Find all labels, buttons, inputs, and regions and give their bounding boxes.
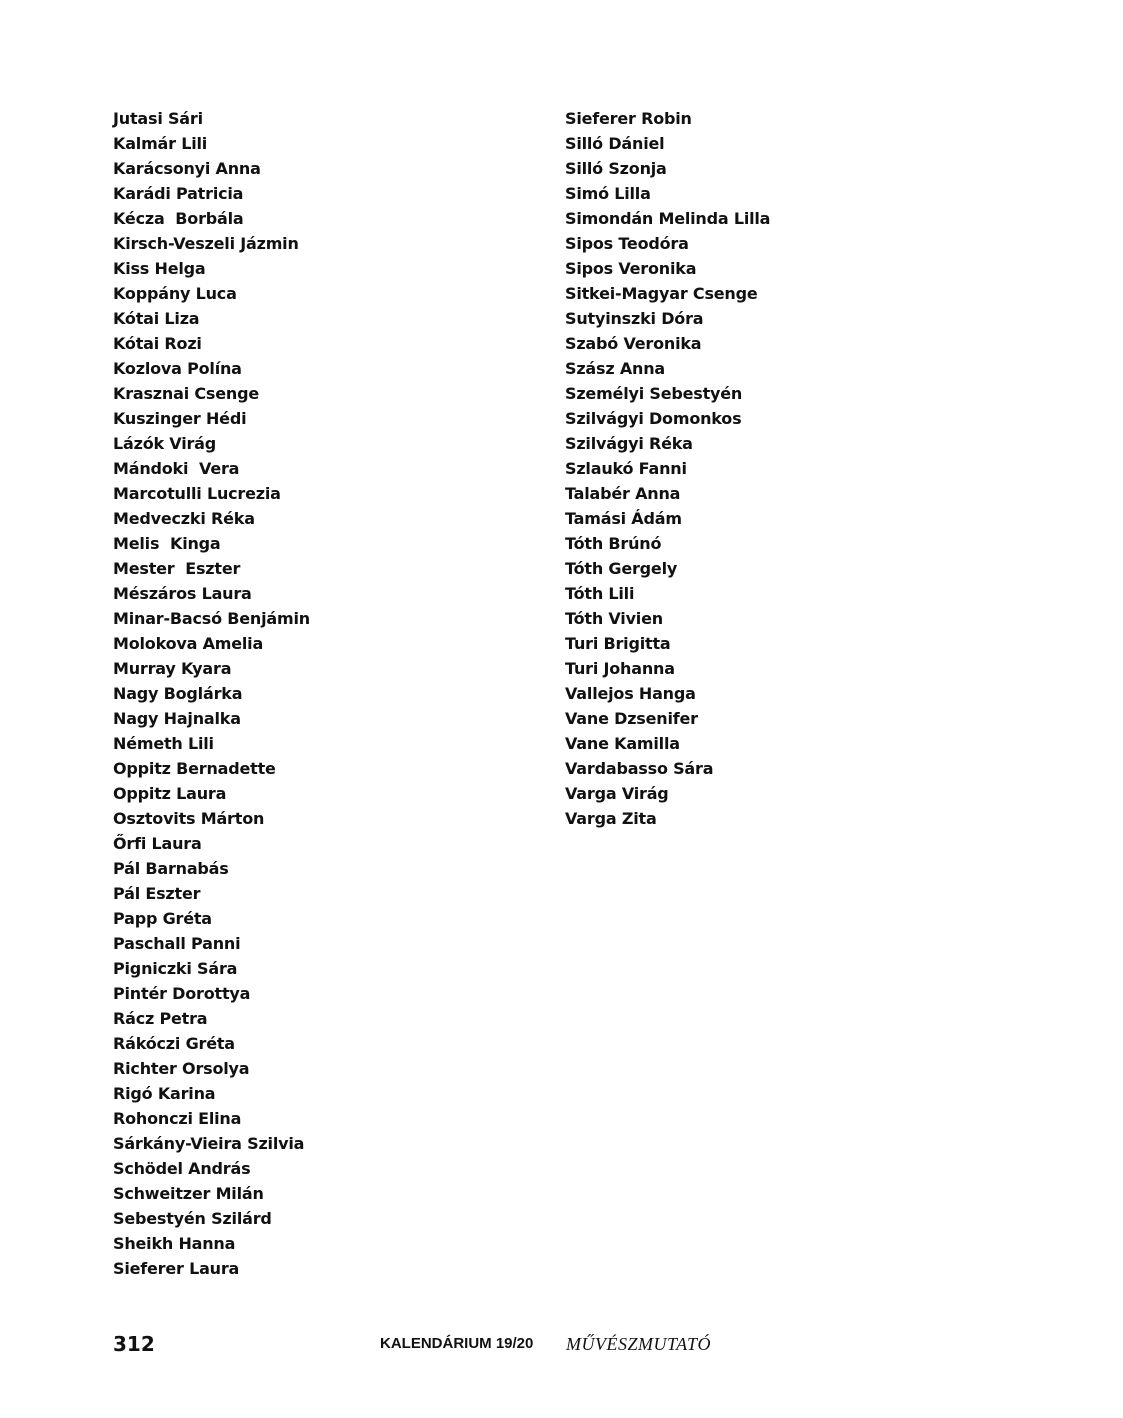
- name-entry: Varga Virág: [565, 784, 669, 803]
- name-entry: Sipos Teodóra: [565, 234, 689, 253]
- names-column-left: [113, 106, 310, 1281]
- publication-title: KALENDÁRIUM 19/20: [380, 1335, 534, 1352]
- page-number: 312: [113, 1332, 155, 1356]
- name-entry: Kótai Rozi: [113, 334, 202, 353]
- name-entry: Silló Szonja: [565, 159, 667, 178]
- name-entry: Kozlova Polína: [113, 359, 242, 378]
- name-entry: Rákóczi Gréta: [113, 1034, 235, 1053]
- name-entry: Szász Anna: [565, 359, 666, 378]
- name-entry: Schweitzer Milán: [113, 1184, 264, 1203]
- name-entry: Mester Eszter: [113, 559, 241, 578]
- name-entry: Richter Orsolya: [113, 1059, 250, 1078]
- name-entry: Oppitz Bernadette: [113, 759, 276, 778]
- name-entry: Vardabasso Sára: [565, 759, 714, 778]
- name-entry: Vane Kamilla: [565, 734, 680, 753]
- name-entry: Karádi Patricia: [113, 184, 244, 203]
- name-entry: Sitkei-Magyar Csenge: [565, 284, 758, 303]
- name-entry: Kalmár Lili: [113, 134, 208, 153]
- name-entry: Karácsonyi Anna: [113, 159, 261, 178]
- name-entry: Kótai Liza: [113, 309, 200, 328]
- name-entry: Turi Brigitta: [565, 634, 671, 653]
- name-entry: Szabó Veronika: [565, 334, 702, 353]
- name-entry: Szilvágyi Domonkos: [565, 409, 742, 428]
- name-entry: Varga Zita: [565, 809, 657, 828]
- name-entry: Osztovits Márton: [113, 809, 265, 828]
- name-entry: Nagy Hajnalka: [113, 709, 241, 728]
- name-entry: Schödel András: [113, 1159, 251, 1178]
- name-entry: Pál Eszter: [113, 884, 201, 903]
- name-entry: Jutasi Sári: [113, 109, 203, 128]
- name-entry: Személyi Sebestyén: [565, 384, 743, 403]
- name-entry: Kécza Borbála: [113, 209, 244, 228]
- name-entry: Pigniczki Sára: [113, 959, 238, 978]
- name-entry: Simondán Melinda Lilla: [565, 209, 771, 228]
- name-entry: Németh Lili: [113, 734, 214, 753]
- name-entry: Murray Kyara: [113, 659, 232, 678]
- name-entry: Lázók Virág: [113, 434, 217, 453]
- name-entry: Sieferer Robin: [565, 109, 692, 128]
- name-entry: Papp Gréta: [113, 909, 212, 928]
- name-entry: Sebestyén Szilárd: [113, 1209, 272, 1228]
- name-entry: Sipos Veronika: [565, 259, 697, 278]
- name-entry: Paschall Panni: [113, 934, 241, 953]
- name-entry: Sutyinszki Dóra: [565, 309, 704, 328]
- section-title: MŰVÉSZMUTATÓ: [566, 1334, 711, 1354]
- name-entry: Tóth Gergely: [565, 559, 678, 578]
- name-entry: Medveczki Réka: [113, 509, 255, 528]
- name-entry: Mészáros Laura: [113, 584, 252, 603]
- name-entry: Kiss Helga: [113, 259, 206, 278]
- name-entry: Tóth Brúnó: [565, 534, 662, 553]
- name-entry: Marcotulli Lucrezia: [113, 484, 281, 503]
- name-entry: Pintér Dorottya: [113, 984, 251, 1003]
- name-entry: Őrfi Laura: [113, 834, 202, 853]
- name-entry: Mándoki Vera: [113, 459, 240, 478]
- name-entry: Tóth Lili: [565, 584, 635, 603]
- name-entry: Sieferer Laura: [113, 1259, 240, 1278]
- name-entry: Sárkány-Vieira Szilvia: [113, 1134, 305, 1153]
- name-entry: Rohonczi Elina: [113, 1109, 242, 1128]
- name-entry: Silló Dániel: [565, 134, 665, 153]
- name-entry: Turi Johanna: [565, 659, 675, 678]
- name-entry: Pál Barnabás: [113, 859, 229, 878]
- name-entry: Sheikh Hanna: [113, 1234, 236, 1253]
- name-entry: Oppitz Laura: [113, 784, 227, 803]
- name-entry: Szilvágyi Réka: [565, 434, 693, 453]
- name-entry: Molokova Amelia: [113, 634, 264, 653]
- name-entry: Rigó Karina: [113, 1084, 216, 1103]
- names-column-right: [565, 106, 770, 831]
- name-entry: Rácz Petra: [113, 1009, 208, 1028]
- name-entry: Simó Lilla: [565, 184, 651, 203]
- name-entry: Kirsch-Veszeli Jázmin: [113, 234, 299, 253]
- name-entry: Kuszinger Hédi: [113, 409, 247, 428]
- name-entry: Vane Dzsenifer: [565, 709, 698, 728]
- name-entry: Tóth Vivien: [565, 609, 663, 628]
- name-entry: Melis Kinga: [113, 534, 221, 553]
- name-entry: Tamási Ádám: [565, 509, 682, 528]
- name-entry: Talabér Anna: [565, 484, 681, 503]
- name-entry: Nagy Boglárka: [113, 684, 243, 703]
- name-entry: Minar-Bacsó Benjámin: [113, 609, 310, 628]
- name-entry: Szlaukó Fanni: [565, 459, 687, 478]
- name-entry: Krasznai Csenge: [113, 384, 259, 403]
- name-entry: Koppány Luca: [113, 284, 237, 303]
- name-entry: Vallejos Hanga: [565, 684, 696, 703]
